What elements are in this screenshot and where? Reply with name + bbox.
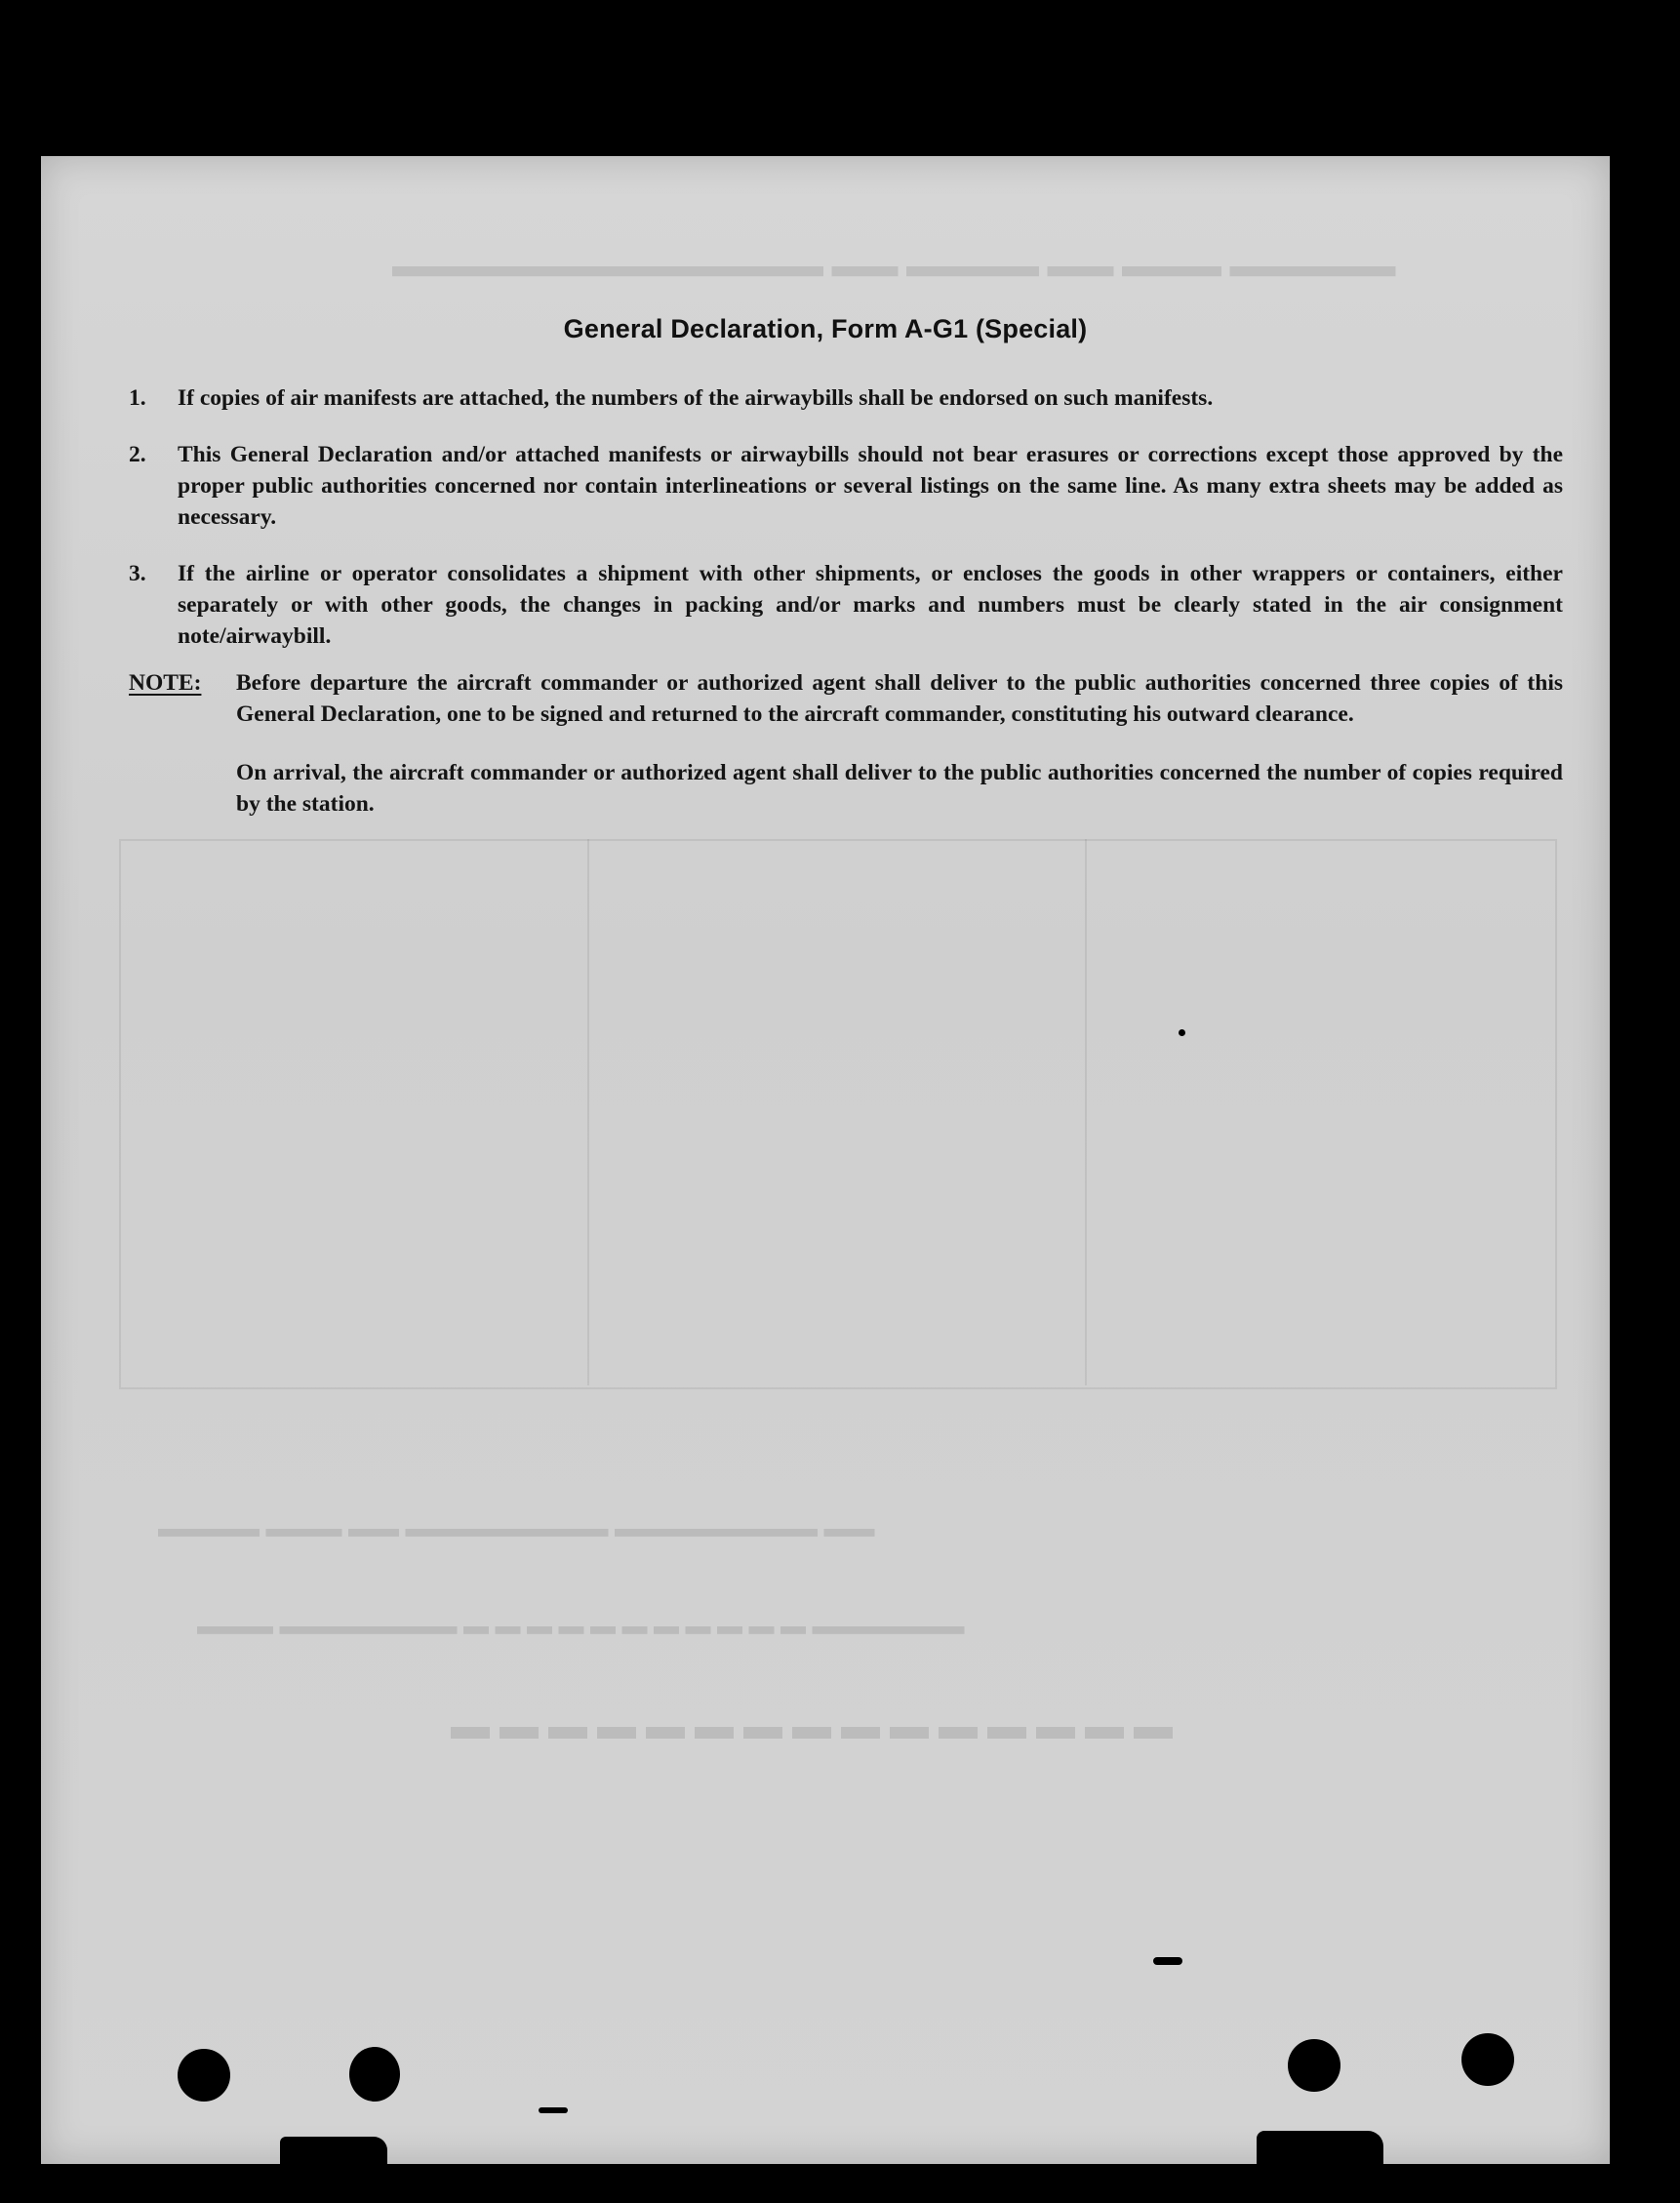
speck-mark — [1153, 1957, 1182, 1965]
note-section — [129, 667, 1563, 847]
page-title: General Declaration, Form A-G1 (Special) — [563, 314, 1088, 343]
bleed-through-footer-3: ▬ ▬ ▬ ▬ ▬ ▬ ▬ ▬ ▬ ▬ ▬ ▬ ▬ ▬ ▬ — [451, 1718, 1173, 1762]
list-item-text: If the airline or operator consolidates a shipment with other shipments, or encloses the goods in other wrappers or containers, either separately or with other goods, the changes in packing and/or marks and numbers must be clearly stated in the air consignment note/airwaybill. — [178, 561, 1563, 649]
list-item-number: 3. — [129, 561, 146, 586]
note-body — [236, 667, 1563, 847]
note-paragraph-arrival: On arrival, the aircraft commander or authorized agent shall deliver to the public authorities concerned the number of copies required by the station. — [236, 760, 1563, 817]
list-item-number: 2. — [129, 442, 146, 467]
speck-mark — [1257, 2131, 1383, 2164]
speck-mark — [280, 2137, 387, 2164]
list-item — [129, 382, 1563, 414]
document-page — [41, 156, 1610, 2164]
note-label: NOTE: — [129, 670, 202, 696]
note-paragraph-departure: Before departure the aircraft commander or authorized agent shall deliver to the public authorities concerned three copies of this General Declaration, one to be signed and returned to the aircraft commander, constituting his outward clearance. — [236, 670, 1563, 727]
punch-hole-left-1 — [178, 2049, 230, 2102]
bleed-through-table-col2 — [587, 839, 1087, 1385]
bleed-through-heading: ▬▬▬▬▬ ▬▬▬ ▬▬ ▬▬▬▬ ▬▬ ▬▬▬▬▬▬▬▬▬▬▬▬▬ — [392, 259, 1396, 295]
list-item — [129, 558, 1563, 652]
punch-hole-right-2 — [1461, 2033, 1514, 2086]
punch-hole-left-2 — [349, 2047, 400, 2102]
list-item-number: 1. — [129, 385, 146, 411]
bleed-through-footer-1: ▬▬ ▬▬▬▬▬▬▬▬ ▬▬▬▬▬▬▬▬ ▬▬ ▬▬▬ ▬▬▬▬ — [158, 1523, 875, 1551]
list-item-text: This General Declaration and/or attached manifests or airwaybills should not bear erasures or corrections except those approved by the proper public authorities concerned nor contain interlineations or several listings on the same line. As many extra sheets may be added as necessary. — [178, 442, 1563, 530]
bleed-through-table-col1 — [119, 839, 589, 1385]
speck-mark — [1179, 1029, 1185, 1036]
list-item-text: If copies of air manifests are attached, the numbers of the airwaybills shall be endorsed on such manifests. — [178, 385, 1214, 411]
punch-hole-right-1 — [1288, 2039, 1340, 2092]
list-item — [129, 439, 1563, 533]
instructions-body — [129, 382, 1563, 847]
bleed-through-footer-2: ▬▬▬▬▬▬ ▬ ▬ ▬ ▬ ▬ ▬ ▬ ▬ ▬ ▬ ▬ ▬▬▬▬▬▬▬ ▬▬▬ — [197, 1621, 965, 1649]
speck-mark — [539, 2107, 568, 2113]
